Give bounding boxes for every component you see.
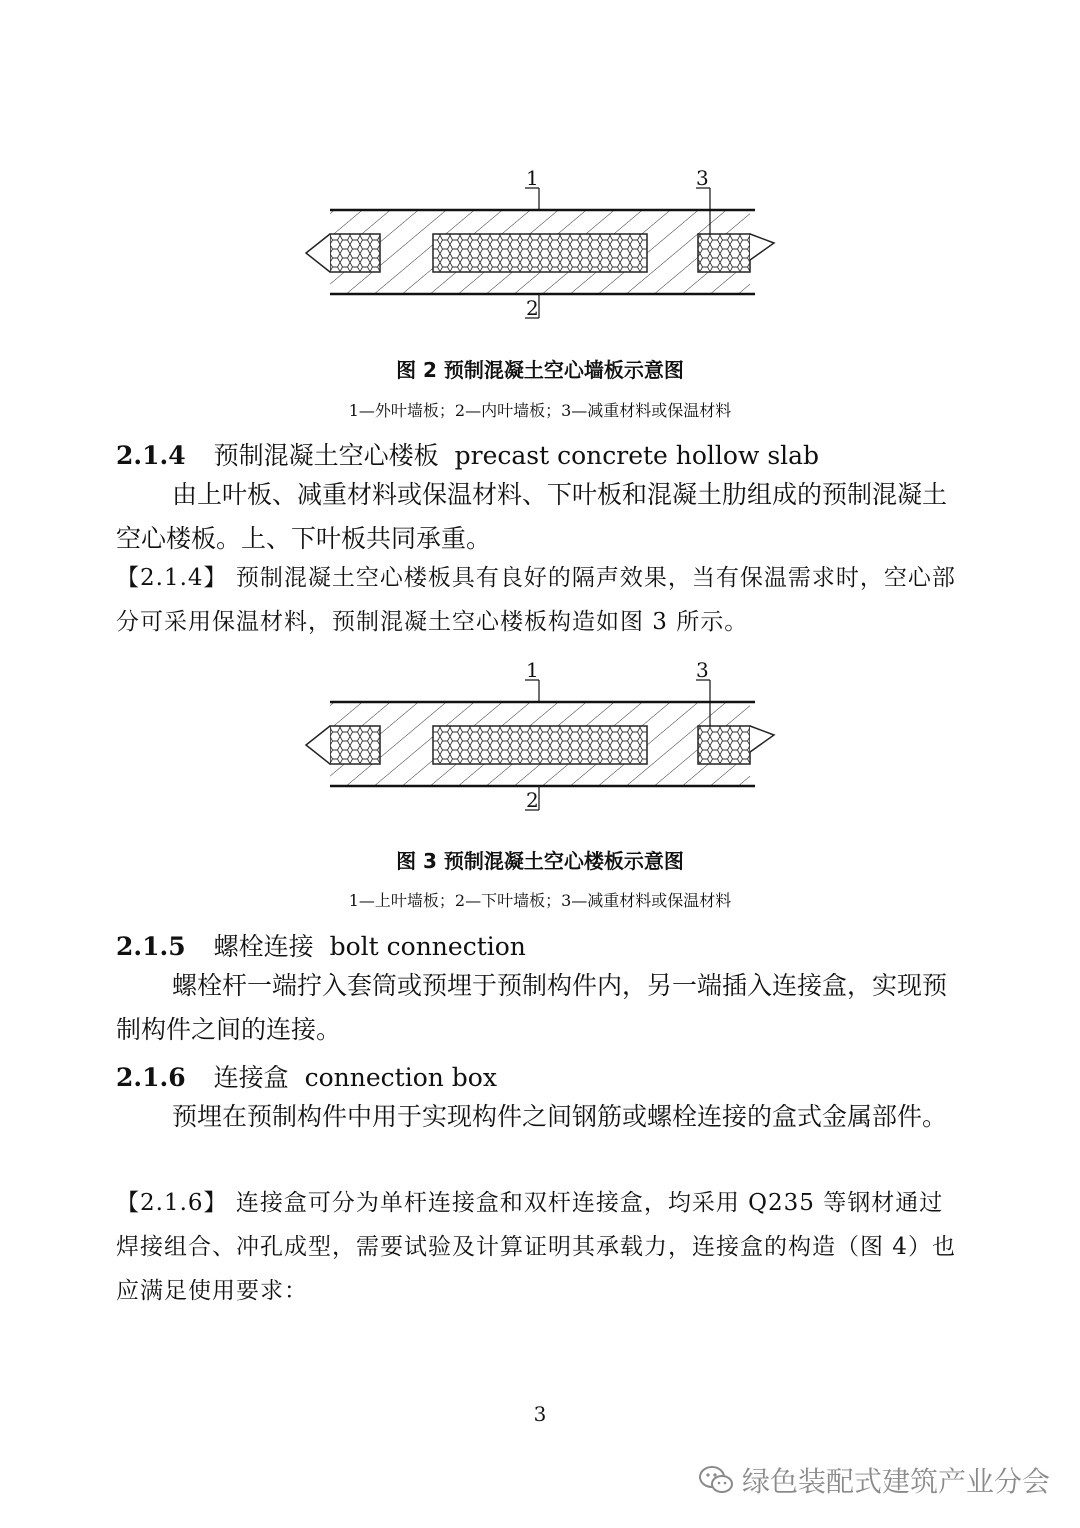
term-heading-2-1-5 [116,927,526,963]
callout-3: 3 [696,658,709,682]
callout-3: 3 [696,166,709,190]
callout-1: 1 [526,658,539,682]
definition-2-1-5: 螺栓杆一端拧入套筒或预埋于预制构件内，另一端插入连接盒，实现预制构件之间的连接。 [116,971,948,1044]
term-chinese: 连接盒 [213,1063,289,1092]
term-chinese: 预制混凝土空心楼板 [213,441,439,470]
commentary-2-1-6: 【2.1.6】 连接盒可分为单杆连接盒和双杆连接盒，均采用 Q235 等钢材通过焊接组合、冲孔成型，需要试验及计算证明其承载力，连接盒的构造（图 4）也应满足使用要求： [116,1190,956,1304]
section-number: 2.1.6 [116,1063,186,1092]
term-english: precast concrete hollow slab [454,441,820,470]
definition-2-1-4: 由上叶板、减重材料或保温材料、下叶板和混凝土肋组成的预制混凝土空心楼板。上、下叶板共同承重。 [116,480,948,553]
chat-bubble-icon [698,1464,734,1496]
definition-2-1-6: 预埋在预制构件中用于实现构件之间钢筋或螺栓连接的盒式金属部件。 [172,1102,948,1131]
term-english: connection box [304,1063,497,1092]
callout-2: 2 [526,296,539,320]
page-number: 3 [533,1402,547,1426]
watermark-text: 绿色装配式建筑产业分会 [741,1465,1050,1498]
watermark [698,1460,1050,1500]
section-number: 2.1.5 [116,932,186,961]
callout-1: 1 [526,166,539,190]
section-number: 2.1.4 [116,441,186,470]
commentary-2-1-4: 【2.1.4】 预制混凝土空心楼板具有良好的隔声效果，当有保温需求时，空心部分可采用保温材料，预制混凝土空心楼板构造如图 3 所示。 [116,565,956,635]
figure-2-legend: 1—外叶墙板；2—内叶墙板；3—减重材料或保温材料 [348,401,732,420]
term-english: bolt connection [329,932,526,961]
term-heading-2-1-4 [116,436,819,472]
figure-3-legend: 1—上叶墙板；2—下叶墙板；3—减重材料或保温材料 [348,891,732,910]
figure-2-wall-panel-diagram [300,168,780,328]
figure-2-caption: 图 2 预制混凝土空心墙板示意图 [396,358,684,382]
figure-3-slab-diagram [300,660,780,820]
term-chinese: 螺栓连接 [213,932,314,961]
callout-2: 2 [526,788,539,812]
term-heading-2-1-6 [116,1058,497,1094]
figure-3-caption: 图 3 预制混凝土空心楼板示意图 [396,849,684,873]
